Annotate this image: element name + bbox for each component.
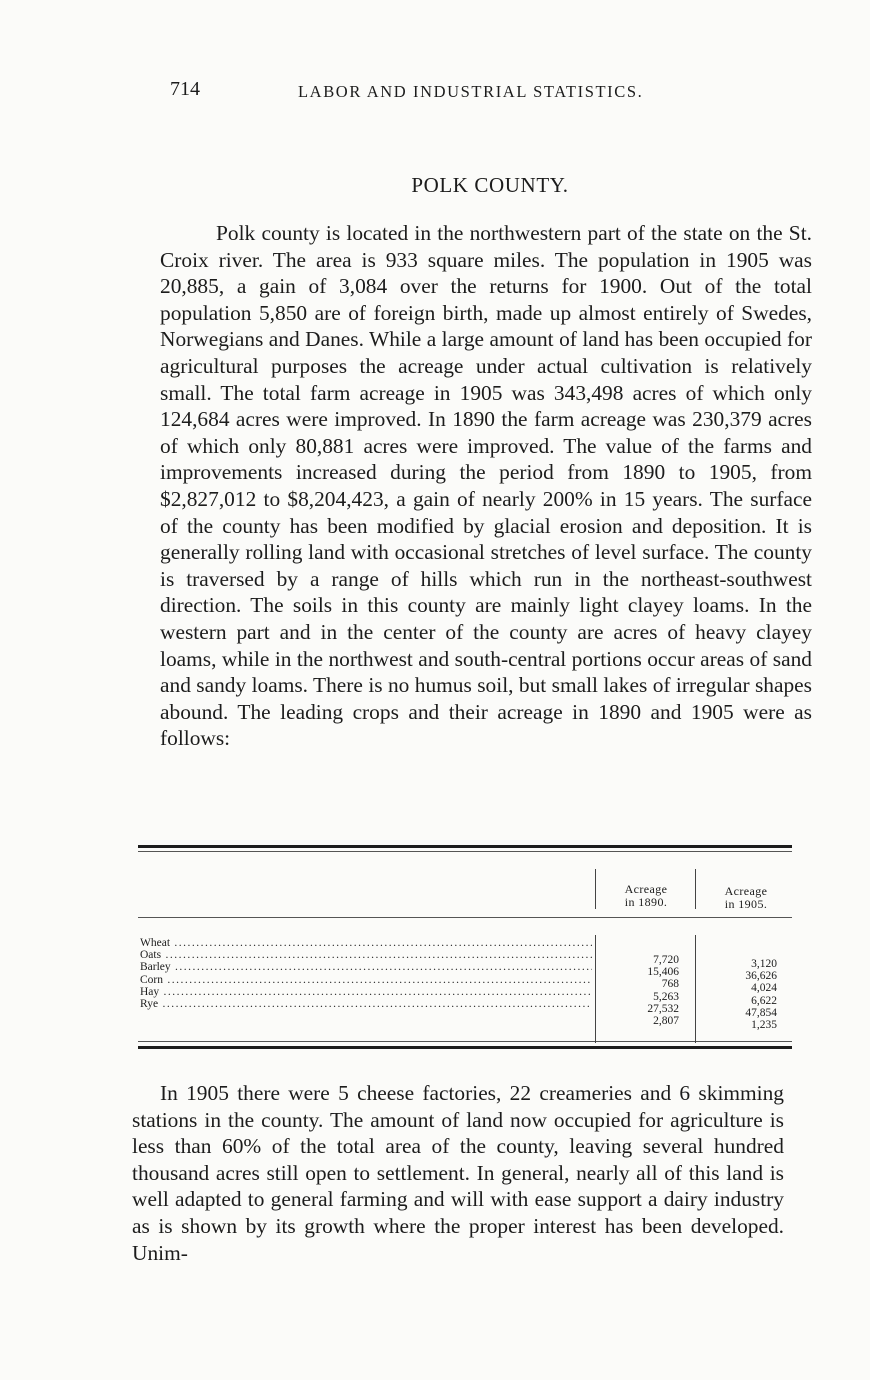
column-divider — [695, 935, 696, 1043]
crop-label-oats: Oats ..... — [140, 949, 592, 961]
dairy-paragraph: In 1905 there were 5 cheese factories, 22 creameries and 6 skimming stations in the county. The amount of land now occupied for agriculture is less than 60% of the total area of the county, leaving several hundred thousand acres still open to settlement. In general, nearly all of this land is well adapted to general farming and will with ease support a dairy industry as is shown by its growth where the proper interest has been developed. Unim- — [132, 1081, 784, 1265]
acreage-1905-value: 47,854 — [745, 1006, 777, 1019]
table-top-rule-thin — [138, 851, 792, 852]
crop-label-column — [140, 937, 592, 1010]
acreage-1890-value: 5,263 — [653, 990, 679, 1003]
crop-acreage-table — [138, 845, 792, 1067]
page-number: 714 — [170, 78, 200, 100]
running-head — [170, 78, 710, 108]
intro-paragraph: Polk county is located in the northwestern part of the state on the St. Croix river. The area is 933 square miles. The population in 1905 was 20,885, a gain of 3,084 over the returns for 1900. Out of the total population 5,850 are of foreign birth, made up almost entirely of Swedes, Norwegians and Danes. While a large amount of land has been occupied for agricultural purposes the acreage under actual cultivation is relatively small. The total farm acreage in 1905 was 343,498 acres of which only 124,684 acres were improved. In 1890 the farm acreage was 230,379 acres of which only 80,881 acres were improved. The value of the farms and improvements increased during the period from 1890 to 1905, from $2,827,012 to $8,204,423, a gain of nearly 200% in 15 years. The surface of the county has been modified by glacial erosion and deposition. It is generally rolling land with occasional stretches of level surface. The county is traversed by a range of hills which run in the northeast-southwest direction. The soils in this county are mainly light clayey loams. In the western part and in the center of the county are acres of heavy clayey loams, while in the northwest and south-central portions occur areas of sand and sandy loams. There is no humus soil, but small lakes of irregular shapes abound. The leading crops and their acreage in 1890 and 1905 were as follows: — [160, 221, 812, 751]
table-bottom-rule — [138, 1046, 792, 1049]
crop-label-barley: Barley ..... — [140, 961, 592, 973]
acreage-1905-value: 1,235 — [751, 1019, 777, 1032]
column-header-line: Acreage — [624, 882, 668, 896]
column-header-1890 — [600, 883, 692, 909]
acreage-1890-column — [600, 954, 679, 1027]
column-divider — [595, 869, 596, 909]
table-top-rule — [138, 845, 792, 848]
acreage-1905-value: 4,024 — [751, 982, 777, 995]
column-header-1905 — [700, 885, 792, 911]
column-divider — [695, 869, 696, 909]
acreage-1905-value: 6,622 — [751, 994, 777, 1007]
acreage-1905-column — [700, 958, 777, 1031]
acreage-1905-value: 3,120 — [751, 958, 777, 970]
acreage-1890-value: 768 — [661, 978, 679, 991]
crop-label-corn: Corn ..... — [140, 974, 592, 986]
crop-label-wheat: Wheat ..... — [140, 937, 592, 949]
column-header-line: Acreage — [724, 884, 768, 898]
acreage-1890-value: 7,720 — [653, 954, 679, 966]
column-divider — [595, 935, 596, 1043]
table-bottom-rule-thin — [138, 1041, 792, 1042]
acreage-1905-value: 36,626 — [745, 970, 777, 983]
crop-label-hay: Hay ..... — [140, 986, 592, 998]
acreage-1890-value: 27,532 — [647, 1002, 679, 1015]
acreage-1890-value: 2,807 — [653, 1015, 679, 1028]
running-title: LABOR AND INDUSTRIAL STATISTICS. — [298, 82, 644, 101]
crop-label-rye: Rye ..... — [140, 998, 592, 1010]
acreage-1890-value: 15,406 — [647, 966, 679, 979]
column-header-line: in 1905. — [724, 897, 768, 911]
table-header-rule — [138, 917, 792, 918]
column-header-line: in 1890. — [624, 895, 668, 909]
section-title: POLK COUNTY. — [411, 173, 569, 197]
